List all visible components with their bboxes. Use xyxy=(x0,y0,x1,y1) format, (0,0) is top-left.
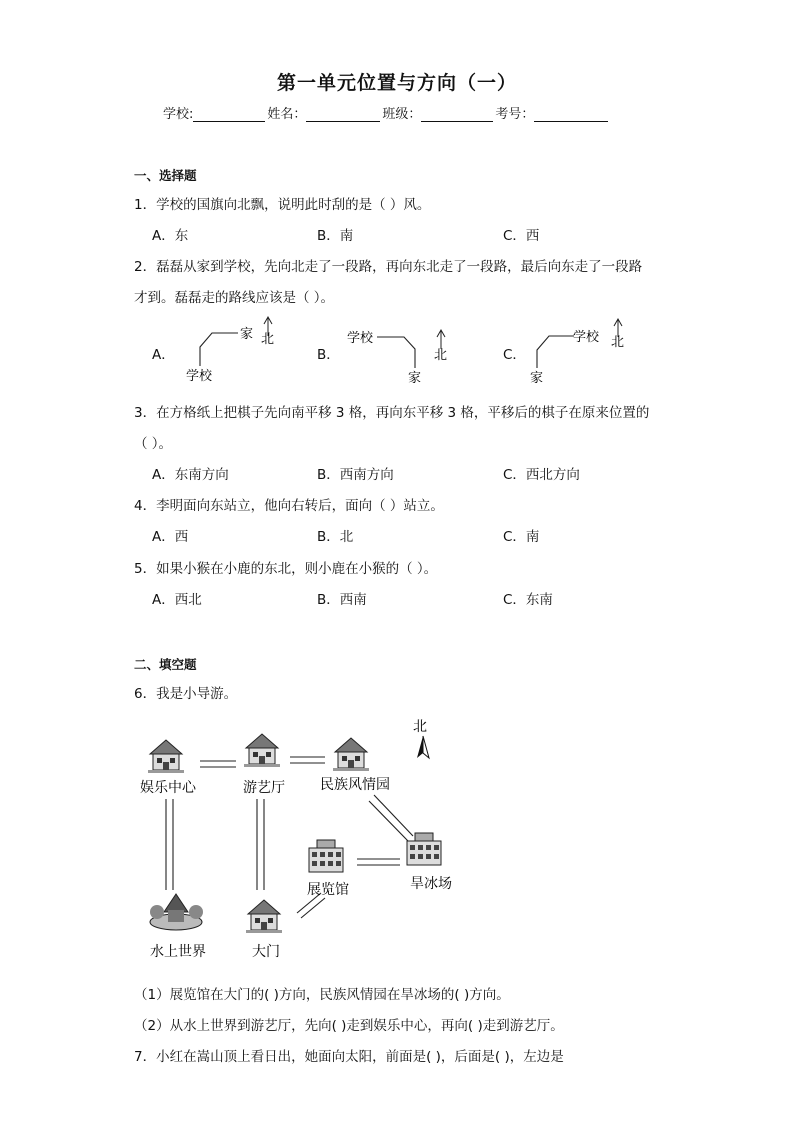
route-a-school-label: 学校 xyxy=(186,369,213,384)
route-figure-a xyxy=(186,317,274,384)
q3-option-c: C．西北方向 xyxy=(503,467,580,483)
exam-no-label: 考号： xyxy=(495,107,535,122)
q4-option-b: B．北 xyxy=(317,529,354,545)
route-c-path xyxy=(537,336,574,368)
q2-line2: 才到。磊磊走的路线应该是（ ）。 xyxy=(134,290,335,306)
map-north-label: 北 xyxy=(413,719,427,735)
route-b-home-label: 家 xyxy=(408,371,422,386)
map-north-arrow xyxy=(413,719,429,758)
q6-park-map xyxy=(0,700,794,970)
section1-heading: 一、选择题 xyxy=(134,168,197,183)
q1-text: 1．学校的国旗向北飘，说明此时刮的是（ ）风。 xyxy=(134,197,431,213)
folk-park-icon xyxy=(333,738,369,771)
q1-option-c: C．西 xyxy=(503,228,540,244)
route-figure-b xyxy=(347,330,447,386)
map-label-main-gate: 大门 xyxy=(252,944,280,960)
route-a-north-label: 北 xyxy=(261,332,275,347)
route-b-path xyxy=(377,337,415,368)
q5-option-b: B．西南 xyxy=(317,592,367,608)
map-label-water-world: 水上世界 xyxy=(150,944,206,960)
q5-option-a: A．西北 xyxy=(152,592,202,608)
q5-text: 5．如果小猴在小鹿的东北，则小鹿在小猴的（ ）。 xyxy=(134,561,438,577)
section2-heading: 二、填空题 xyxy=(134,657,197,672)
map-label-entertainment-center: 娱乐中心 xyxy=(140,780,196,796)
route-c-school-label: 学校 xyxy=(573,330,600,345)
q2-route-figures xyxy=(0,0,794,400)
q7-text: 7．小红在嵩山顶上看日出，她面向太阳，前面是( )，后面是( )，左边是 xyxy=(134,1049,564,1065)
entertainment-center-icon xyxy=(148,740,184,773)
q4-text: 4．李明面向东站立，他向右转后，面向（ ）站立。 xyxy=(134,498,444,514)
exhibition-hall-icon xyxy=(309,840,343,872)
school-label: 学校: xyxy=(163,107,194,122)
page-title: 第一单元位置与方向（一） xyxy=(276,72,517,94)
q1-option-b: B．南 xyxy=(317,228,354,244)
q2-option-b: B． xyxy=(317,347,340,363)
q2-option-a: A． xyxy=(152,347,175,363)
roller-rink-icon xyxy=(407,833,441,865)
q4-option-a: A．西 xyxy=(152,529,189,545)
q6-text: 6．我是小导游。 xyxy=(134,686,238,702)
q3-option-b: B．西南方向 xyxy=(317,467,394,483)
water-world-icon xyxy=(150,894,203,930)
q3-line1: 3．在方格纸上把棋子先向南平移 3 格，再向东平移 3 格，平移后的棋子在原来位置的 xyxy=(134,405,650,421)
q4-option-c: C．南 xyxy=(503,529,540,545)
q3-line2: （ ）。 xyxy=(134,436,173,452)
q2-line1: 2．磊磊从家到学校，先向北走了一段路，再向东北走了一段路，最后向东走了一段路 xyxy=(134,259,643,275)
q3-option-a: A．东南方向 xyxy=(152,467,229,483)
route-figure-c xyxy=(530,319,624,386)
map-label-folk-park: 民族风情园 xyxy=(320,777,390,793)
q6-sub1: （1）展览馆在大门的( )方向，民族风情园在旱冰场的( )方向。 xyxy=(134,987,510,1003)
q1-option-a: A．东 xyxy=(152,228,189,244)
route-a-home-label: 家 xyxy=(240,327,254,342)
class-label: 班级： xyxy=(382,107,422,122)
map-label-arcade-hall: 游艺厅 xyxy=(243,780,285,796)
arcade-hall-icon xyxy=(244,734,280,767)
q2-option-c: C． xyxy=(503,347,526,363)
route-a-path xyxy=(200,333,238,366)
name-label: 姓名： xyxy=(267,107,307,122)
route-b-north-label: 北 xyxy=(434,348,448,363)
q5-option-c: C．东南 xyxy=(503,592,553,608)
map-label-roller-rink: 旱冰场 xyxy=(410,876,452,892)
q6-sub2: （2）从水上世界到游艺厅，先向( )走到娱乐中心，再向( )走到游艺厅。 xyxy=(134,1018,564,1034)
route-c-home-label: 家 xyxy=(530,371,544,386)
route-c-north-label: 北 xyxy=(611,335,625,350)
route-b-school-label: 学校 xyxy=(347,331,374,346)
map-label-exhibition-hall: 展览馆 xyxy=(307,882,349,898)
main-gate-icon xyxy=(246,900,282,933)
